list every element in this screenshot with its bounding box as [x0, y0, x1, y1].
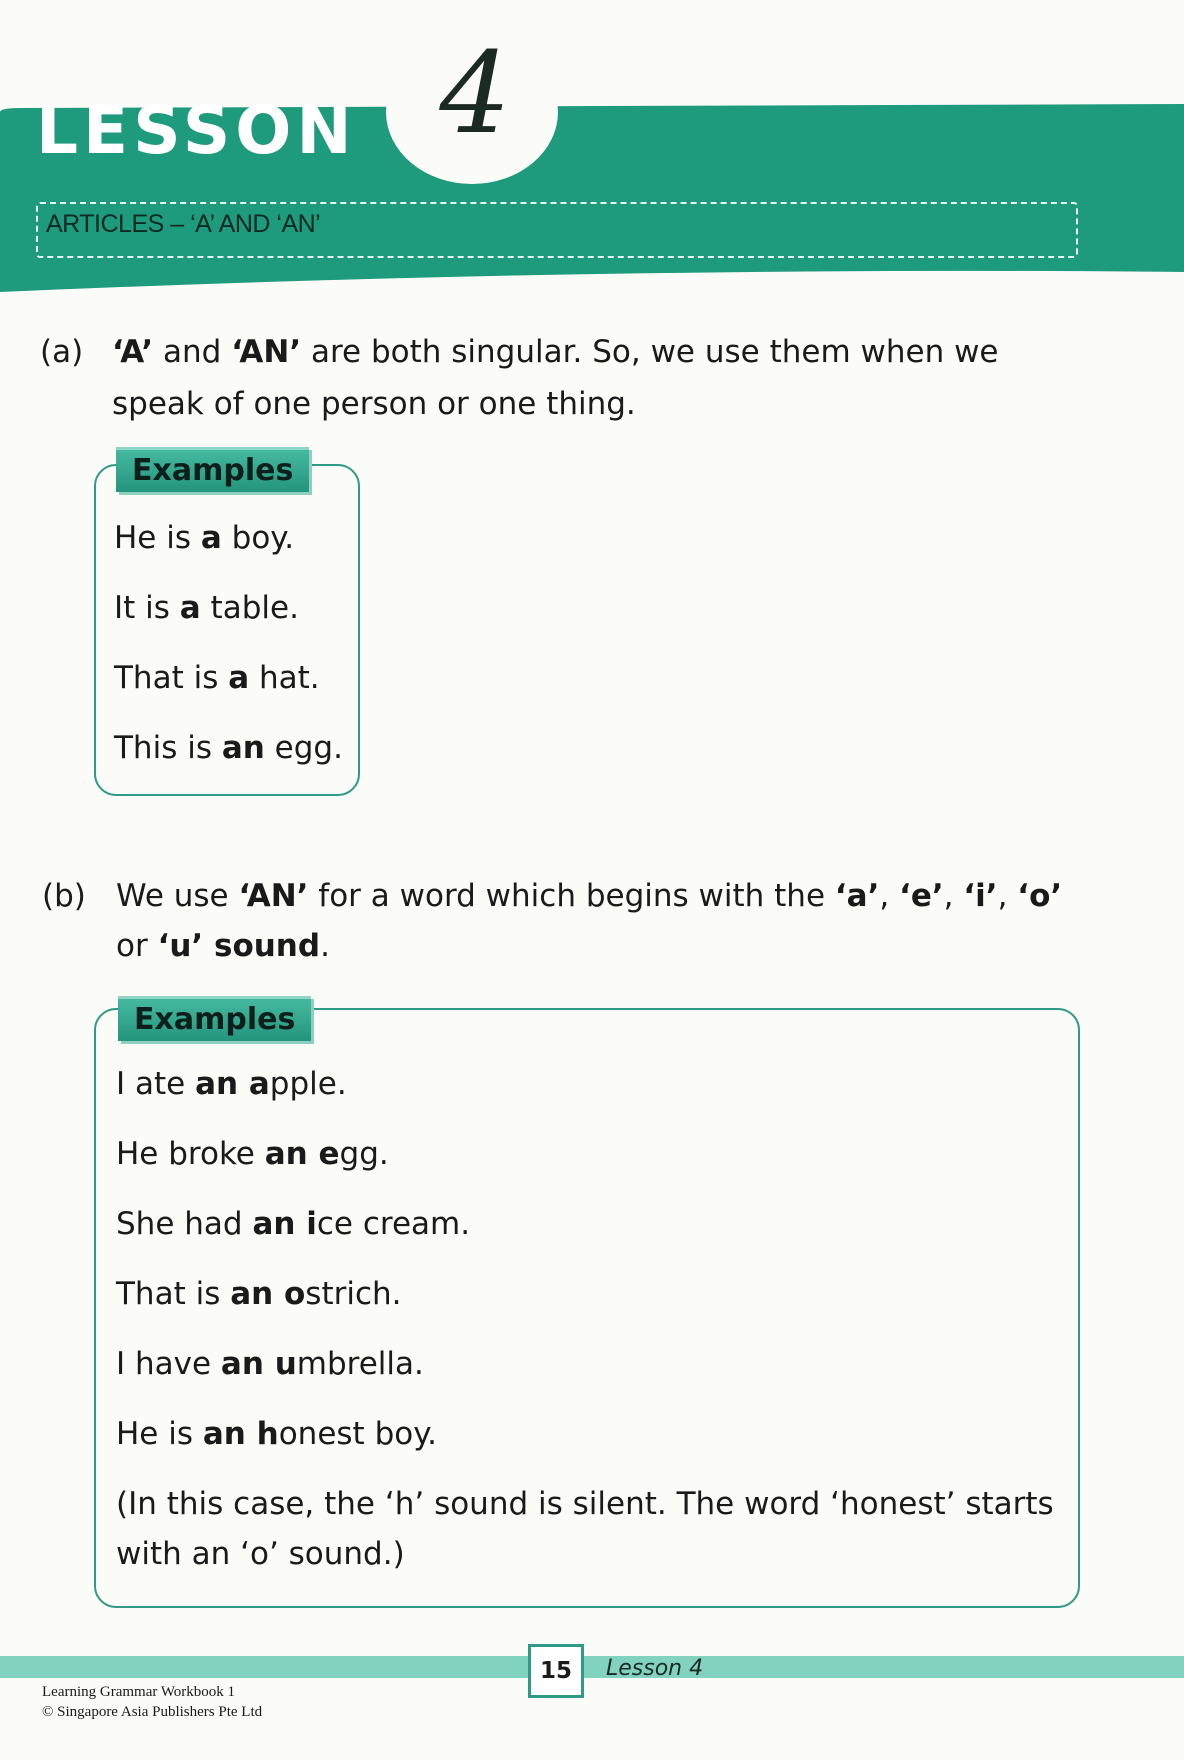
- section-b-line-2: or ‘u’ sound.: [116, 928, 330, 964]
- example-b-3: She had an ice cream.: [116, 1206, 471, 1242]
- examples-tag-b: Examples: [118, 996, 311, 1041]
- lesson-number: 4: [439, 29, 511, 159]
- example-b-1: I ate an apple.: [116, 1066, 347, 1102]
- footer-lesson-label: Lesson 4: [606, 1656, 704, 1681]
- section-a-label: (a): [40, 334, 84, 370]
- publisher-info: [42, 1682, 262, 1722]
- example-a-3: That is a hat.: [114, 660, 320, 696]
- example-b-4: That is an ostrich.: [116, 1276, 402, 1312]
- example-b-note-line-2: with an ‘o’ sound.): [116, 1536, 405, 1572]
- example-b-6: He is an honest boy.: [116, 1416, 437, 1452]
- section-a-rule: [40, 326, 1080, 436]
- example-b-note-line-1: (In this case, the ‘h’ sound is silent. The word ‘honest’ starts: [116, 1486, 1054, 1522]
- section-a-line-2: speak of one person or one thing.: [112, 386, 636, 422]
- section-b-rule: [42, 870, 1082, 980]
- example-b-2: He broke an egg.: [116, 1136, 389, 1172]
- example-a-2: It is a table.: [114, 590, 299, 626]
- lesson-title: LESSON: [36, 92, 357, 169]
- page-number: 15: [528, 1644, 584, 1698]
- topic-title: ARTICLES – ‘A’ AND ‘AN’: [46, 210, 321, 238]
- example-b-5: I have an umbrella.: [116, 1346, 424, 1382]
- section-a-line-1: ‘A’ and ‘AN’ are both singular. So, we use them when we: [112, 334, 999, 370]
- examples-tag-a: Examples: [116, 447, 309, 492]
- section-b-line-1: We use ‘AN’ for a word which begins with the ‘a’, ‘e’, ‘i’, ‘o’: [116, 878, 1063, 914]
- copyright-line: © Singapore Asia Publishers Pte Ltd: [42, 1704, 263, 1720]
- example-a-1: He is a boy.: [114, 520, 295, 556]
- section-b-label: (b): [42, 878, 86, 914]
- footer-band: [0, 1656, 1184, 1678]
- book-title: Learning Grammar Workbook 1: [42, 1684, 236, 1700]
- example-a-4: This is an egg.: [114, 730, 343, 766]
